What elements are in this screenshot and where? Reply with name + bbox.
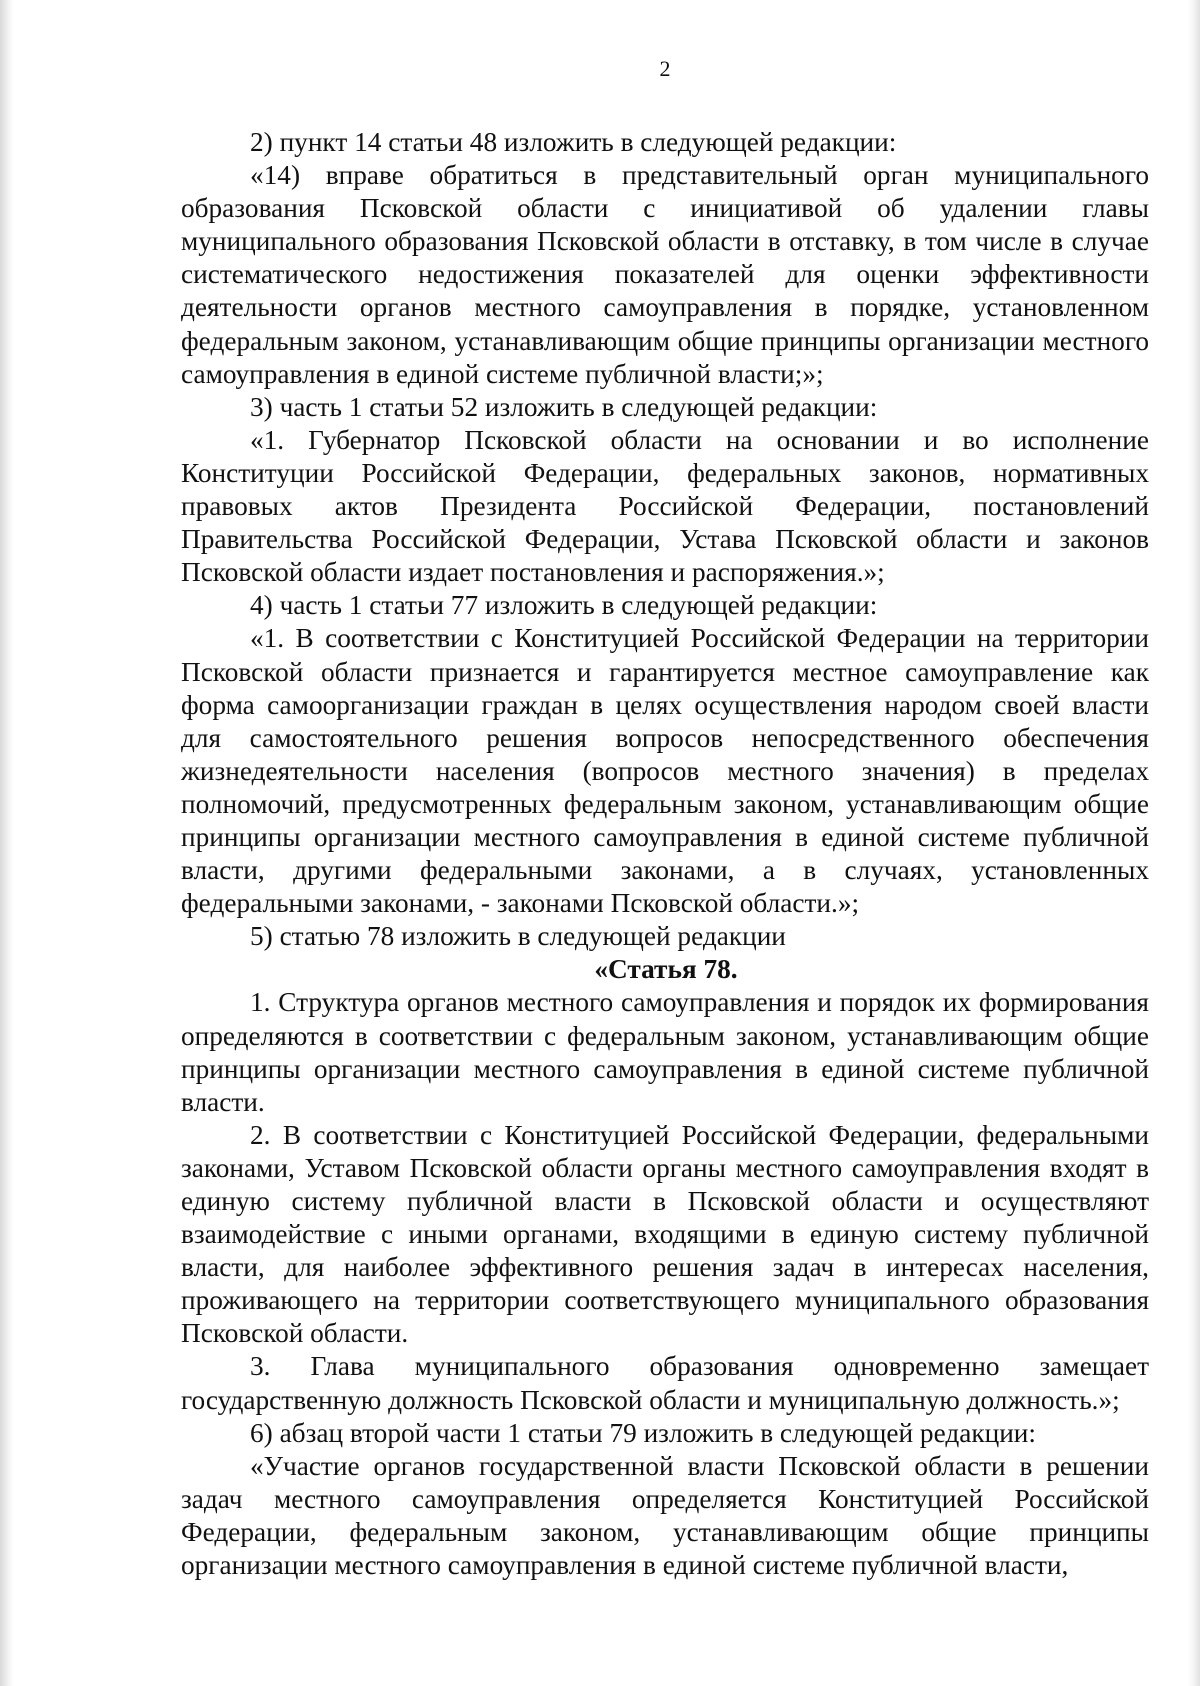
paragraph-article-79-text: «Участие органов государственной власти Псковской области в решении задач местного самоуправления определяется Конституцией Российской Федерации, федеральным законом, устанавливающим общие принципы организации местного самоуправления в единой системе публичной власти, [181, 1450, 1149, 1581]
paragraph-amendment-5: 5) статью 78 изложить в следующей редакции [250, 921, 786, 952]
scan-edge-right [1188, 0, 1200, 1686]
paragraph-amendment-4: 4) часть 1 статьи 77 изложить в следующей редакции: [250, 590, 878, 621]
document-body [181, 126, 1149, 1582]
paragraph-amendment-2: 2) пункт 14 статьи 48 изложить в следующей редакции: [250, 127, 897, 157]
scan-edge-left [0, 0, 14, 1686]
page-number: 2 [659, 56, 671, 81]
paragraph-amendment-3: 3) часть 1 статьи 52 изложить в следующей редакции: [250, 391, 878, 422]
paragraph-article-52-text: «1. Губернатор Псковской области на основании и во исполнение Конституции Российской Федерации, федеральных законов, нормативных правовых актов Президента Российской Федерации, постановлений Правительства Российской Федерации, Устава Псковской области и законов Псковской области издает постановления и распоряжения.»; [181, 424, 1149, 588]
paragraph-article-77-text: «1. В соответствии с Конституцией Российской Федерации на территории Псковской области признается и гарантируется местное самоуправление как форма самоорганизации граждан в целях осуществления народом своей власти для самостоятельного решения вопросов непосредственного обеспечения жизнедеятельности населения (вопросов местного значения) в пределах полномочий, предусмотренных федеральным законом, устанавливающим общие принципы организации местного самоуправления в единой системе публичной власти, другими федеральными законами, а в случаях, установленных федеральными законами, - законами Псковской области.»; [181, 623, 1149, 919]
paragraph-item-14-text: «14) вправе обратиться в представительный орган муниципального образования Псковской области с инициативой об удалении главы муниципального образования Псковской области в отставку, в том числе в случае систематического недостижения показателей для оценки эффективности деятельности органов местного самоуправления в порядке, установленном федеральным законом, устанавливающим общие принципы организации местного самоуправления в единой системе публичной власти;»; [181, 160, 1149, 389]
paragraph-article-78-part-3: 3. Глава муниципального образования одновременно замещает государственную должность Псковской области и муниципальную должность.»; [181, 1351, 1149, 1415]
article-78-heading: «Статья 78. [594, 954, 738, 985]
paragraph-article-78-part-1: 1. Структура органов местного самоуправления и порядок их формирования определяются в соответствии с федеральным законом, устанавливающим общие принципы организации местного самоуправления в единой системе публичной власти. [181, 987, 1149, 1117]
paragraph-article-78-part-2: 2. В соответствии с Конституцией Российской Федерации, федеральными законами, Уставом Псковской области органы местного самоуправления входят в единую систему публичной власти в Псковской области и осуществляют взаимодействие с иными органами, входящими в единую систему публичной власти, для наиболее эффективного решения задач в интересах населения, проживающего на территории соответствующего муниципального образования Псковской области. [181, 1119, 1149, 1349]
paragraph-amendment-6: 6) абзац второй части 1 статьи 79 изложить в следующей редакции: [250, 1417, 1036, 1448]
